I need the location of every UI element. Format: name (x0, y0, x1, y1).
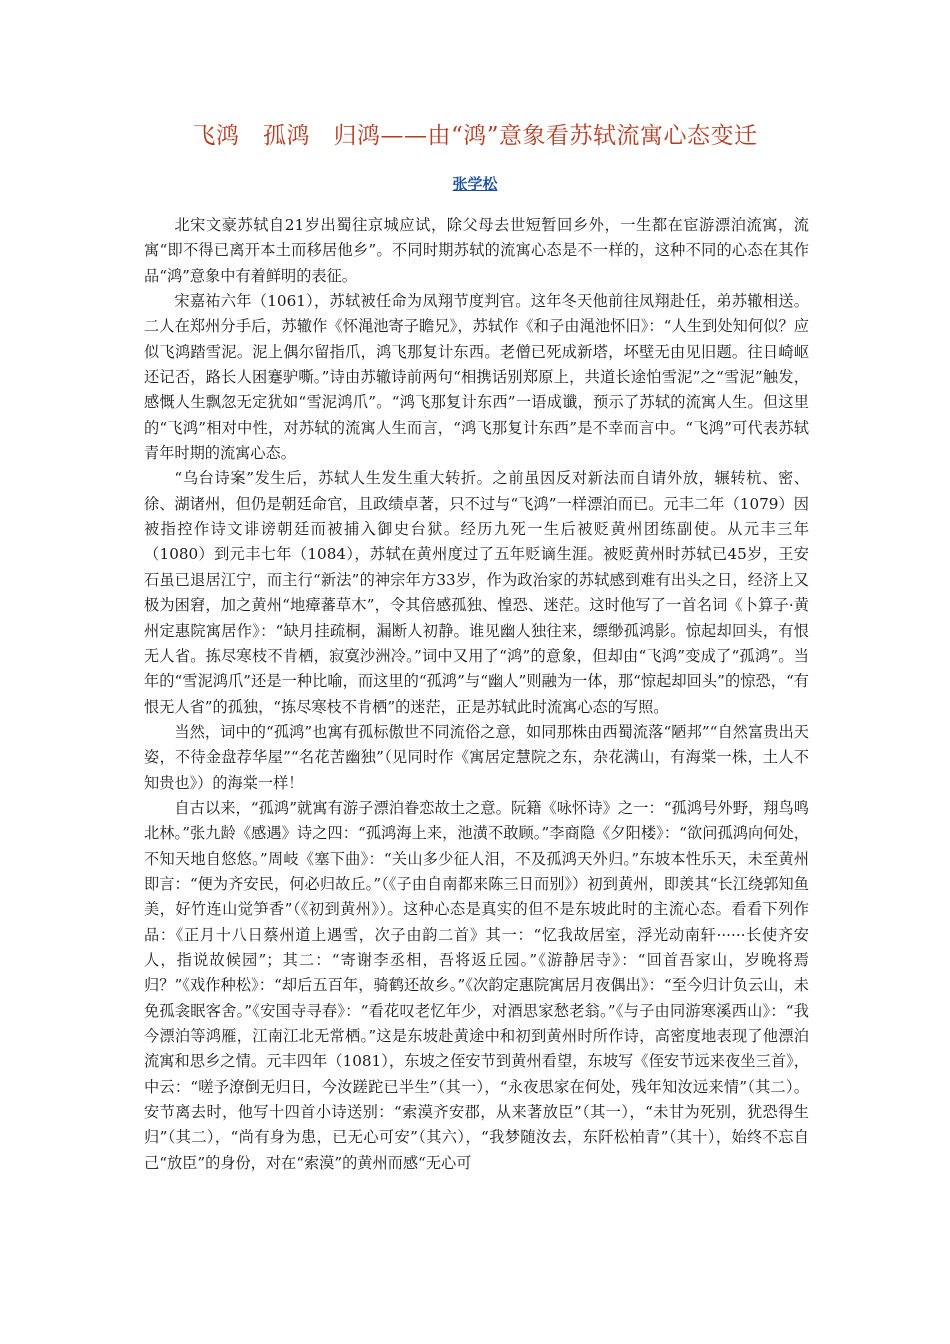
paragraph: 自古以来，“孤鸿”就寓有游子漂泊眷恋故土之意。阮籍《咏怀诗》之一：“孤鸿号外野，翔鸟鸣北林。”张九龄《感遇》诗之四：“孤鸿海上来，池潢不敢顾。”李商隐《夕阳楼》：“欲问孤鸿向何处，不知天地自悠悠。”周岐《塞下曲》：“关山多少征人泪，不及孤鸿天外归。”东坡本性乐天，未至黄州即言：“便为齐安民，何必归故丘。”（《子由自南都来陈三日而别》）初到黄州，即羡其“长江绕郭知鱼美，好竹连山觉笋香”（《初到黄州》）。这种心态是真实的但不是东坡此时的主流心态。看看下列作品：《正月十八日蔡州道上遇雪，次子由韵二首》其一：“忆我故居室，浮光动南轩······长使齐安人，指说故候园”；其二：“寄谢李丞相，吾将返丘园。”《游静居寺》：“回首吾家山，岁晚将焉归？”《戏作种松》：“却后五百年，骑鹤还故乡。”《次韵定惠院寓居月夜偶出》：“至今归计负云山，未免孤衾眠客舍。”《安国寺寻春》：“看花叹老忆年少，对酒思家愁老翁。”《与子由同游寒溪西山》：“我今漂泊等鸿雁，江南江北无常栖。”这是东坡赴黄途中和初到黄州时所作诗，高密度地表现了他漂泊流寓和思乡之情。元丰四年（1081），东坡之侄安节到黄州看望，东坡写《侄安节远来夜坐三首》，中云：“嗟予潦倒无归日，今汝蹉跎已半生”（其一），“永夜思家在何处，残年知汝远来情”（其二）。安节离去时，他写十四首小诗送别：“索漠齐安郡，从来著放臣”（其一），“未甘为死别，犹恐得生归”（其二），“尚有身为患，已无心可安”（其六），“我梦随汝去，东阡松柏青”（其十），始终不忘自己“放臣”的身份，对在“索漠”的黄州而感“无心可 (144, 798, 809, 1172)
author-line (0, 172, 950, 196)
article-title: 飞鸿 孤鸿 归鸿——由“鸿”意象看苏轼流寓心态变迁 (192, 123, 758, 149)
paragraph: 当然，词中的“孤鸿”也寓有孤标傲世不同流俗之意，如同那株由西蜀流落“陋邦”“自然富贵出天姿，不待金盘荐华屋”“名花苦幽独”（见同时作《寓居定慧院之东，杂花满山，有海棠一株，土人不知贵也》）的海棠一样！ (144, 722, 809, 792)
paragraph: “乌台诗案”发生后，苏轼人生发生重大转折。之前虽因反对新法而自请外放，辗转杭、密、徐、湖诸州，但仍是朝廷命官，且政绩卓著，只不过与“飞鸿”一样漂泊而已。元丰二年（1079）因被指控作诗文诽谤朝廷而被捕入御史台狱。经历九死一生后被贬黄州团练副使。从元丰三年（1080）到元丰七年（1084），苏轼在黄州度过了五年贬谪生涯。被贬黄州时苏轼已45岁，王安石虽已退居江宁，而主行“新法”的神宗年方33岁，作为政治家的苏轼感到难有出头之日，经济上又极为困窘，加之黄州“地瘴蕃草木”，令其倍感孤独、惶恐、迷茫。这时他写了一首名词《卜算子·黄州定惠院寓居作》：“缺月挂疏桐，漏断人初静。谁见幽人独往来，缥缈孤鸿影。惊起却回头，有恨无人省。拣尽寒枝不肯栖，寂寞沙洲冷。”词中又用了“鸿”的意象，但却由“飞鸿”变成了“孤鸿”。当年的“雪泥鸿爪”还是一种比喻，而这里的“孤鸿”与“幽人”则融为一体，那“惊起却回头”的惊恐，“有恨无人省”的孤独，“拣尽寒枝不肯栖”的迷茫，正是苏轼此时流寓心态的写照。 (144, 469, 809, 716)
paragraph: 宋嘉祐六年（1061），苏轼被任命为凤翔节度判官。这年冬天他前往凤翔赴任，弟苏辙相送。二人在郑州分手后，苏辙作《怀渑池寄子瞻兄》，苏轼作《和子由渑池怀旧》：“人生到处知何似？应似飞鸿踏雪泥。泥上偶尔留指爪，鸿飞那复计东西。老僧已死成新塔，坏壁无由见旧题。往日崎岖还记否，路长人困蹇驴嘶。”诗由苏辙诗前两句“相携话别郑原上，共道长途怕雪泥”之“雪泥”触发，感慨人生飘忽无定犹如“雪泥鸿爪”。“鸿飞那复计东西”一语成谶，预示了苏轼的流寓人生。但这里的“飞鸿”相对中性，对苏轼的流寓人生而言，“鸿飞那复计东西”是不幸而言中。“飞鸿”可代表苏轼青年时期的流寓心态。 (144, 292, 809, 463)
author-link[interactable]: 张学松 (452, 175, 498, 193)
paragraph: 北宋文豪苏轼自21岁出蜀往京城应试，除父母去世短暂回乡外，一生都在宦游漂泊流寓，流寓“即不得已离开本土而移居他乡”。不同时期苏轼的流寓心态是不一样的，这种不同的心态在其作品“鸿”意象中有着鲜明的表征。 (144, 216, 809, 285)
article-body (144, 213, 809, 1176)
